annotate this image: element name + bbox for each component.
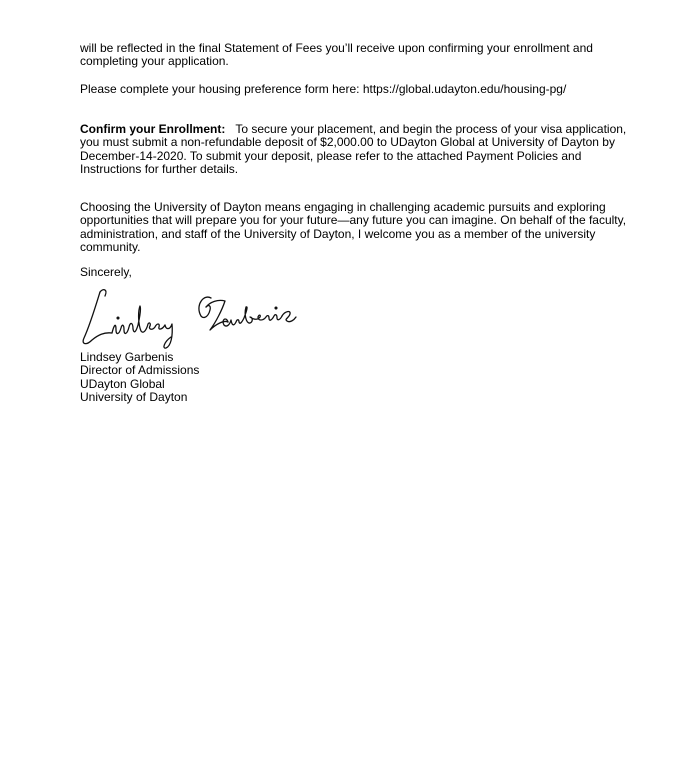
paragraph-line: administration, and staff of the University of Dayton, I welcome you as a member of the university	[80, 226, 596, 241]
paragraph-line: opportunities that will prepare you for your future—any future you can imagine. On behalf of the faculty,	[80, 213, 627, 228]
welcome-paragraph	[80, 200, 627, 254]
closing-salutation: Sincerely,	[80, 265, 132, 279]
handwritten-signature	[78, 280, 298, 352]
housing-form-link-text: Please complete your housing preference form here: https://global.udayton.edu/housing-pg/	[80, 82, 567, 96]
signer-name: Lindsey Garbenis	[80, 350, 174, 364]
paragraph-line: Choosing the University of Dayton means engaging in challenging academic pursuits and exploring	[80, 200, 606, 214]
signer-title: Director of Admissions	[80, 363, 200, 378]
signer-department: UDayton Global	[80, 376, 165, 391]
housing-paragraph	[80, 83, 620, 96]
paragraph-line: community.	[80, 239, 141, 254]
paragraph-line: Instructions for further details.	[80, 161, 239, 176]
confirm-first-line-text: To secure your placement, and begin the process of your visa application,	[235, 122, 627, 136]
paragraph-line: you must submit a non-refundable deposit of $2,000.00 to UDayton Global at University of Dayton by	[80, 135, 615, 150]
paragraph-line: December-14-2020. To submit your deposit, please refer to the attached Payment Policies and	[80, 148, 582, 163]
confirm-enrollment-paragraph	[80, 122, 627, 176]
fees-paragraph	[80, 42, 620, 69]
confirm-enrollment-heading: Confirm your Enrollment:	[80, 122, 226, 136]
paragraph-line: will be reflected in the final Statement of Fees you’ll receive upon confirming your enrollment and	[80, 41, 593, 55]
paragraph-line: completing your application.	[80, 54, 229, 69]
signature-block	[80, 351, 620, 404]
signer-institution: University of Dayton	[80, 389, 188, 404]
paragraph-line	[80, 122, 627, 136]
